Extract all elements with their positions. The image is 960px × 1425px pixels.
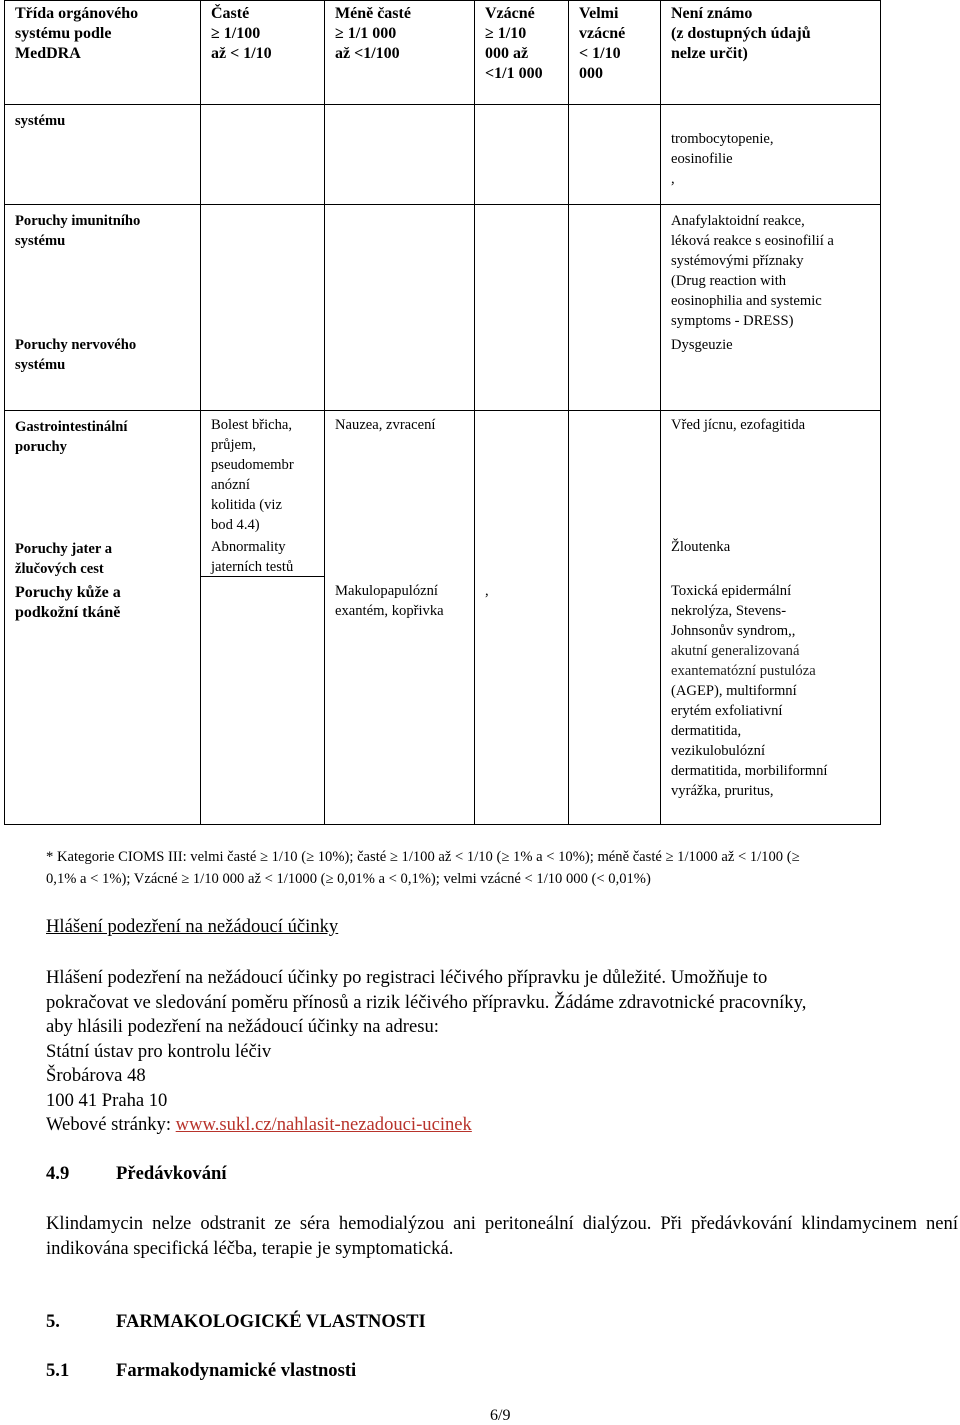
section-5-heading [46, 1311, 958, 1333]
header-line: 000 až [485, 45, 529, 62]
section-5-1-heading [46, 1360, 958, 1382]
header-line: Časté [211, 5, 250, 22]
cell-line: žlučových cest [15, 561, 104, 577]
cell-line: Anafylaktoidní reakce, [671, 213, 805, 229]
header-very-rare [569, 1, 661, 105]
cell-line: erytém exfoliativní [671, 703, 783, 719]
header-line: Méně časté [335, 5, 411, 22]
common-cell [201, 411, 325, 825]
cell-line: Toxická epidermální [671, 583, 792, 599]
cell-line: léková reakce s eosinofilií a [671, 233, 834, 249]
cell-line: Vřed jícnu, ezofagitida [671, 417, 806, 433]
cell-line: (Drug reaction with [671, 273, 787, 289]
header-line: Není známo [671, 5, 753, 22]
header-line: Vzácné [485, 5, 535, 22]
unknown-cell [661, 105, 881, 205]
footnote-line: * Kategorie CIOMS III: velmi časté ≥ 1/10 (≥ 10%); časté ≥ 1/100 až < 1/10 (≥ 1% a < 10%); méně časté ≥ 1/1000 až < 1/100 (≥ [46, 849, 800, 865]
cell-line: Žloutenka [671, 539, 731, 555]
header-line: Třída orgánového [15, 5, 139, 22]
empty-cell [475, 105, 569, 205]
cell-line: vezikulobulózní [671, 743, 766, 759]
header-rare [475, 1, 569, 105]
header-line: < 1/10 [579, 45, 621, 62]
rare-cell [475, 411, 569, 825]
cell-line: (AGEP), multiformní [671, 683, 797, 699]
cell-line: systému [15, 233, 66, 249]
paragraph-line: Šrobárova 48 [46, 1065, 146, 1086]
cell-line: dermatitida, [671, 723, 742, 739]
cell-line: poruchy [15, 439, 67, 455]
empty-cell [569, 205, 661, 411]
header-line: (z dostupných údajů [671, 25, 811, 42]
section-number: 4.9 [46, 1163, 70, 1184]
table-row [5, 411, 881, 825]
empty-cell [569, 411, 661, 825]
empty-cell [201, 105, 325, 205]
footnote-line: 0,1% a < 1%); Vzácné ≥ 1/10 000 až < 1/1000 (≥ 0,01% a < 0,1%); velmi vzácné < 1/10 000 (< 0,01%) [46, 871, 651, 887]
cell-line: eosinophilia and systemic [671, 293, 822, 309]
table-row [5, 105, 881, 205]
header-line: ≥ 1/10 [485, 25, 527, 42]
header-line: až <1/100 [335, 45, 400, 62]
section-4-9-heading [46, 1163, 958, 1185]
uncommon-cell [325, 411, 475, 825]
cell-line: Gastrointestinální [15, 419, 128, 435]
soc-cell [5, 411, 201, 825]
cell-line: vyrážka, pruritus, [671, 783, 774, 799]
header-line: ≥ 1/100 [211, 25, 261, 42]
cell-line: Abnormality [211, 539, 286, 555]
table-row [5, 205, 881, 411]
cell-line: exantém, kopřivka [335, 603, 444, 619]
header-soc [5, 1, 201, 105]
cell-line: akutní generalizovaná [671, 643, 800, 659]
cell-line: Nauzea, zvracení [335, 417, 436, 433]
overdose-paragraph: Klindamycin nelze odstranit ze séra hemodialýzou ani peritoneální dialýzou. Při předávkování klindamycinem není indikována specifická léčba, terapie je symptomatická. [46, 1213, 958, 1259]
cell-line: průjem, [211, 437, 256, 453]
cell-line: Johnsonův syndrom,, [671, 623, 796, 639]
header-line: <1/1 000 [485, 65, 543, 82]
cell-line: Poruchy nervového [15, 337, 137, 353]
cell-line: eosinofilie [671, 151, 733, 167]
website-link[interactable]: www.sukl.cz/nahlasit-nezadouci-ucinek [175, 1114, 472, 1135]
header-line: 000 [579, 65, 603, 82]
cell-line: , [671, 171, 675, 187]
header-uncommon [325, 1, 475, 105]
cell-line: jaterních testů [211, 559, 294, 575]
paragraph-line: pokračovat ve sledování poměru přínosů a rizik léčivého přípravku. Žádáme zdravotnické pracovníky, [46, 991, 807, 1013]
table-header-row [5, 1, 881, 105]
section-title: Předávkování [116, 1163, 227, 1184]
empty-cell [201, 205, 325, 411]
adverse-reactions-table [4, 0, 881, 825]
header-line: až < 1/10 [211, 45, 272, 62]
website-label: Webové stránky: [46, 1114, 176, 1135]
header-line: MedDRA [15, 45, 81, 62]
cell-line: anózní [211, 477, 250, 493]
cell-line: systému [15, 357, 66, 373]
section-number: 5. [46, 1311, 60, 1332]
cell-line: trombocytopenie, [671, 131, 774, 147]
frequency-footnote [46, 846, 958, 890]
empty-cell [325, 105, 475, 205]
section-title: Farmakodynamické vlastnosti [116, 1360, 357, 1381]
header-unknown [661, 1, 881, 105]
soc-cell: systému [5, 105, 201, 205]
header-line: systému podle [15, 25, 112, 42]
cell-line: pseudomembr [211, 457, 294, 473]
cell-line: , [485, 583, 489, 599]
soc-cell [5, 205, 201, 411]
paragraph-line: Státní ústav pro kontrolu léčiv [46, 1040, 272, 1062]
cell-line: kolitida (viz [211, 497, 282, 513]
cell-line: dermatitida, morbiliformní [671, 763, 828, 779]
header-line: Velmi [579, 5, 619, 22]
unknown-cell [661, 411, 881, 825]
reporting-heading: Hlášení podezření na nežádoucí účinky [46, 916, 339, 937]
header-common [201, 1, 325, 105]
paragraph-line: aby hlásili podezření na nežádoucí účinky na adresu: [46, 1016, 439, 1037]
section-title: FARMAKOLOGICKÉ VLASTNOSTI [116, 1311, 426, 1332]
paragraph-line: Hlášení podezření na nežádoucí účinky po registraci léčivého přípravku je důležité. Umožňuje to [46, 967, 768, 988]
cell-line: Poruchy imunitního [15, 213, 141, 229]
cell-line: Dysgeuzie [671, 337, 733, 353]
website-line [46, 1113, 958, 1138]
cell-line: bod 4.4) [211, 517, 260, 533]
empty-cell [569, 105, 661, 205]
cell-line: systémovými příznaky [671, 253, 804, 269]
empty-cell [475, 205, 569, 411]
cell-line: Poruchy jater a [15, 541, 112, 557]
header-line: vzácné [579, 25, 626, 42]
cell-line: nekrolýza, Stevens- [671, 603, 787, 619]
section-number: 5.1 [46, 1360, 70, 1381]
cell-divider [201, 576, 324, 577]
cell-line: Bolest břicha, [211, 417, 293, 433]
page-number: 6/9 [490, 1407, 511, 1424]
cell-line: podkožní tkáně [15, 604, 121, 621]
unknown-cell [661, 205, 881, 411]
paragraph-line: 100 41 Praha 10 [46, 1089, 168, 1111]
reporting-paragraph [46, 966, 958, 1138]
cell-line: Makulopapulózní [335, 583, 438, 599]
cell-line: Poruchy kůže a [15, 584, 121, 601]
empty-cell [325, 205, 475, 411]
cell-line: exantematózní pustulóza [671, 663, 816, 679]
header-line: ≥ 1/1 000 [335, 25, 397, 42]
cell-line: symptoms - DRESS) [671, 313, 794, 329]
header-line: nelze určit) [671, 45, 748, 62]
